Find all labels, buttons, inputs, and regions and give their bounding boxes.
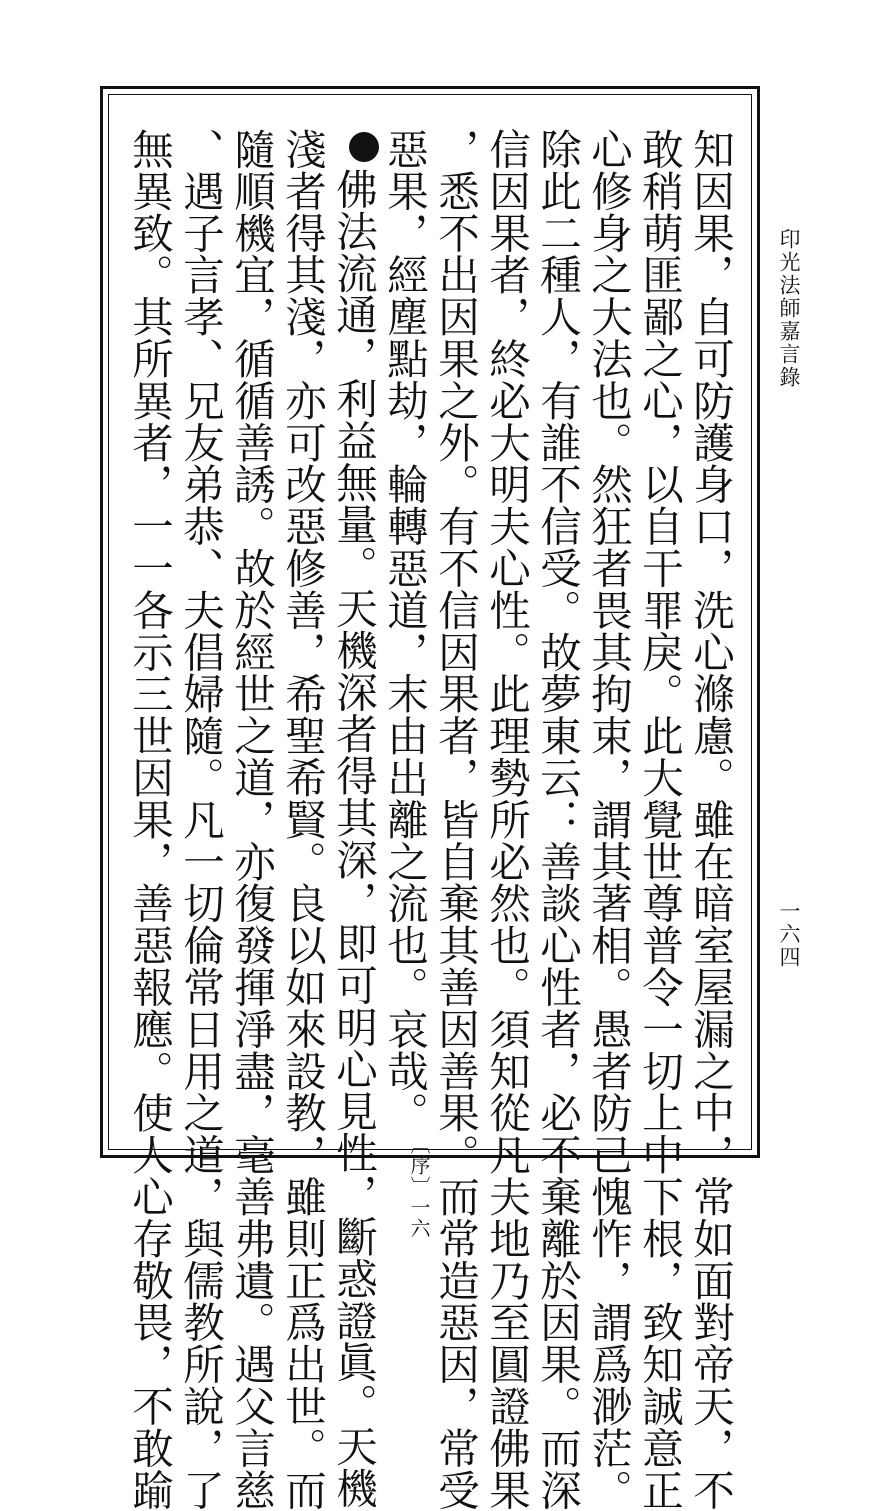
page-number: 一六四 [777, 900, 801, 969]
bullet-icon [349, 132, 379, 162]
text-column-with-note [379, 128, 431, 1239]
body-text [124, 128, 736, 1511]
text-column: 惡果，經塵點劫，輪轉惡道，末由出離之流也。哀哉。 [380, 128, 429, 1134]
source-note: 〔序〕一六 [407, 1133, 431, 1239]
text-column: 淺者得其淺，亦可改惡修善，希聖希賢。良以如來設教，雖則正爲出世。而 [278, 128, 327, 1511]
text-column: 知因果，自可防護身口，洗心滌慮。雖在暗室屋漏之中，常如面對帝天，不 [686, 128, 735, 1511]
text-column: 敢稍萌匪鄙之心，以自干罪戾。此大覺世尊普令一切上中下根，致知誠意正 [635, 128, 684, 1511]
running-title: 印光法師嘉言錄 [777, 228, 801, 389]
text-column: 心修身之大法也。然狂者畏其拘束，謂其著相。愚者防己愧怍，謂爲渺茫。 [584, 128, 633, 1511]
text-column: 除此二種人，有誰不信受。故夢東云：善談心性者，必不棄離於因果。而深 [533, 128, 582, 1511]
text-column: ，悉不出因果之外。有不信因果者，皆自棄其善因善果。而常造惡因，常受 [431, 128, 480, 1511]
text-column: 、遇子言孝、兄友弟恭、夫倡婦隨。凡一切倫常日用之道，與儒教所說，了 [176, 128, 225, 1511]
text-column: 佛法流通，利益無量。天機深者得其深，即可明心見性，斷惑證眞。天機 [329, 168, 378, 1509]
paragraph-start [328, 128, 379, 1509]
text-column: 無異致。其所異者，一一各示三世因果，善惡報應。使人心存敬畏，不敢踰 [125, 128, 174, 1511]
text-column: 隨順機宜，循循善誘。故於經世之道，亦復發揮淨盡，毫善弗遺。遇父言慈 [227, 128, 276, 1511]
text-column: 信因果者，終必大明夫心性。此理勢所必然也。須知從凡夫地乃至圓證佛果 [482, 128, 531, 1511]
